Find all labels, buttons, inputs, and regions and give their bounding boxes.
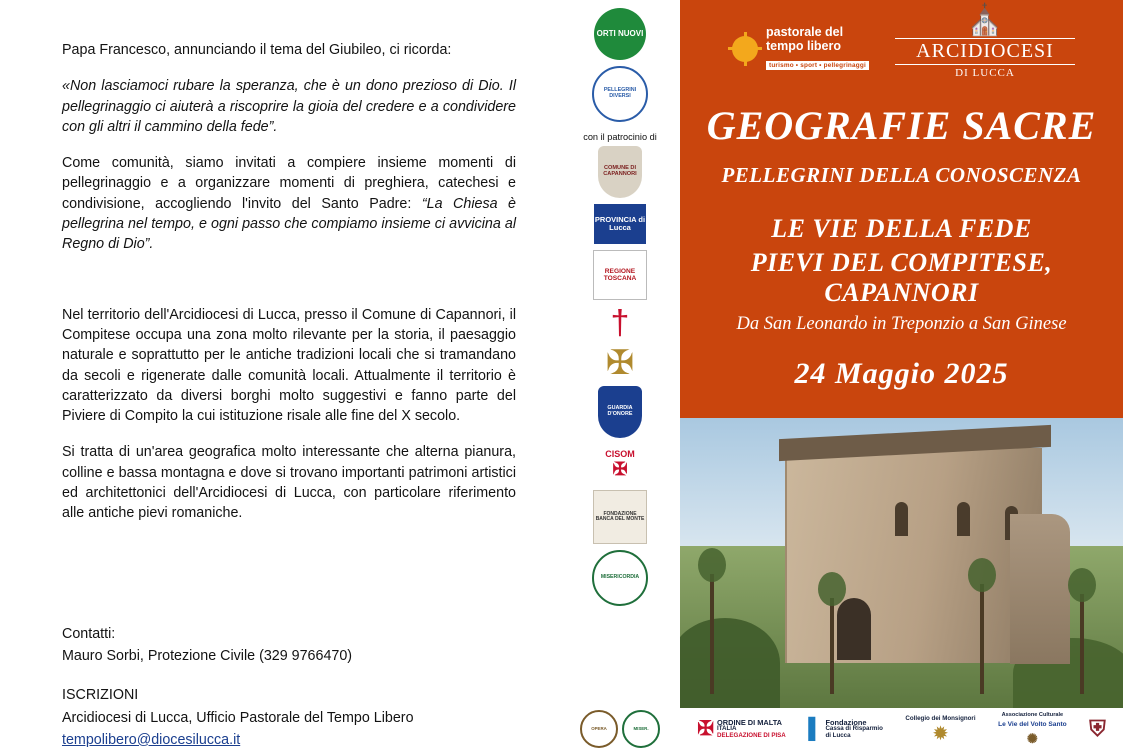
paragraph-geography: Si tratta di un'area geografica molto interessante che alterna pianura, colline e bassa montagna e dove si trovano importanti patrimoni artistici ed architettonici dell'Arcidiocesi di Lucca, con particolare riferimento alle antiche pievi romaniche. bbox=[62, 444, 516, 522]
sponsor-line3: DELEGAZIONE DI PISA bbox=[717, 731, 786, 739]
provincia-lucca-icon bbox=[594, 204, 646, 244]
paragraph-intro: Papa Francesco, annunciando il tema del Giubileo, ci ricorda: bbox=[62, 42, 452, 58]
confraternita-icon: OPERA bbox=[580, 710, 618, 748]
title-subtitle-3: PIEVI DEL COMPITESE, CAPANNORI bbox=[750, 248, 1053, 307]
pastorale-line1: pastorale del bbox=[766, 25, 844, 39]
jerusalem-cross-icon: † bbox=[610, 304, 630, 342]
church-photo bbox=[680, 418, 1123, 708]
sponsor-ordine-di-malta bbox=[697, 719, 786, 740]
sponsor-line1: Collegio dei Monsignori bbox=[905, 714, 976, 722]
bottom-sponsor-strip bbox=[680, 708, 1123, 750]
iscrizioni-email-wrap bbox=[62, 730, 516, 750]
title-main: GEOGRAFIE SACRE bbox=[706, 103, 1097, 148]
misericordia-label: MISERICORDIA bbox=[600, 574, 640, 581]
equestrian-cross-icon: ✠ bbox=[605, 344, 635, 382]
sponsor-stemma-finale bbox=[1089, 718, 1106, 740]
title-subtitle-4: Da San Leonardo in Treponzio a San Ginese bbox=[736, 314, 1067, 334]
photo-tree bbox=[1080, 594, 1084, 694]
logo-santo-sepolcro bbox=[591, 306, 649, 340]
malta-cross-icon: ✠ bbox=[612, 458, 628, 479]
sponsor-line1: ORDINE DI MALTA bbox=[717, 717, 783, 727]
spacer bbox=[62, 668, 516, 685]
pastorale-text-block bbox=[766, 26, 869, 72]
pastorale-line2: tempo libero bbox=[766, 38, 842, 53]
left-text-panel bbox=[0, 0, 560, 750]
logo-misericordia bbox=[591, 550, 649, 606]
arcidiocesi-lucca-logo bbox=[895, 6, 1075, 79]
photo-church-body bbox=[785, 448, 1042, 663]
fondazione-banca-monte-label: FONDAZIONE BANCA DEL MONTE bbox=[595, 510, 645, 522]
photo-window bbox=[895, 502, 908, 536]
logo-fondazione-banca-monte bbox=[591, 490, 649, 544]
guardia-onore-label: GUARDIA D'ONORE bbox=[607, 405, 633, 417]
logo-guardia-onore bbox=[591, 386, 649, 438]
pastorale-tempo-libero-logo bbox=[732, 26, 869, 72]
comune-capannori-icon bbox=[598, 146, 642, 198]
sponsor-line1: Associazione Culturale bbox=[1001, 712, 1064, 719]
photo-bush bbox=[680, 618, 780, 708]
cisom-label: CISOM bbox=[605, 449, 635, 460]
fondazione-banca-monte-icon bbox=[593, 490, 647, 544]
title-subtitle-1: PELLEGRINI DELLA CONOSCENZA bbox=[721, 163, 1082, 187]
paragraph-territory: Nel territorio dell'Arcidiocesi di Lucca, presso il Comune di Capannori, il Compitese occupa una zona molto rilevante per la storia, il paesaggio naturale e soprattutto per le antiche tradizioni locali che si tramandano da secoli e rigenerate dalle comunità locali. Attualmente il territorio è caratterizzato da diversi borghi molto suggestivi e fanno parte del Piviere di Compito la cui istituzione risale alle fine del X secolo. bbox=[62, 306, 516, 425]
orti-nuovi-label: ORTI NUOVI bbox=[596, 28, 644, 38]
spacer bbox=[62, 271, 516, 305]
comune-capannori-label: COMUNE DI CAPANNORI bbox=[603, 165, 637, 177]
arcidiocesi-name: ARCIDIOCESI bbox=[895, 38, 1075, 65]
email-link[interactable]: tempolibero@diocesilucca.it bbox=[62, 731, 241, 748]
logo-comune-capannori bbox=[591, 146, 649, 198]
event-date: 24 Maggio 2025 bbox=[794, 357, 1009, 390]
sponsor-line2: ITALIA bbox=[717, 725, 737, 733]
photo-tree bbox=[710, 574, 714, 694]
sponsor-line2: Le Vie del Volto Santo bbox=[998, 720, 1067, 728]
logo-provincia-lucca bbox=[591, 204, 649, 244]
sponsor-fondazione-crl bbox=[808, 719, 883, 740]
paragraph-community-quote: “La Chiesa è pellegrina nel tempo, e ogni passo che compiamo insieme ci avvicina al Regno di Dio”. bbox=[62, 195, 517, 253]
misericordia-small-icon: MISER. bbox=[622, 710, 660, 748]
paragraph-community bbox=[62, 153, 516, 254]
sun-icon bbox=[732, 36, 758, 62]
logo-orti-nuovi bbox=[591, 8, 649, 60]
logo-regione-toscana bbox=[591, 250, 649, 300]
provincia-lucca-label: PROVINCIA di Lucca bbox=[594, 214, 646, 232]
paragraph-community-a: Come comunità, siamo invitati a compiere insieme momenti di pellegrinaggio e a organizzare momenti di preghiera, catechesi e condivisione, accogliendo l'invito del Santo Padre: bbox=[62, 155, 516, 212]
shield-icon: ⛨ bbox=[1089, 716, 1106, 741]
malta-cross-icon: ✠ bbox=[697, 717, 715, 740]
sponsor-line2: Cassa di Risparmio bbox=[825, 725, 883, 733]
contacts-line: Mauro Sorbi, Protezione Civile (329 9766470) bbox=[62, 647, 353, 664]
logo-ordine-equestre bbox=[591, 346, 649, 380]
misericordia-icon bbox=[592, 550, 648, 606]
top-logos-row bbox=[680, 0, 1123, 96]
bottom-left-logos bbox=[560, 708, 680, 750]
bookmark-icon: ▌ bbox=[808, 717, 823, 740]
paragraph-pope-quote: «Non lasciamoci rubare la speranza, che è un dono prezioso di Dio. Il pellegrinaggio ci aiuterà a riscoprire la gioia del credere e a condividere con gli altri il cammino della fede”. bbox=[62, 78, 516, 135]
volto-santo-icon: ✺ bbox=[1026, 730, 1038, 746]
right-cover-panel bbox=[680, 0, 1123, 750]
logo-pellegrini-diversi bbox=[591, 66, 649, 122]
regione-toscana-label: REGIONE TOSCANA bbox=[603, 267, 637, 282]
cover-titles bbox=[680, 96, 1123, 391]
sponsor-line1: Fondazione bbox=[825, 717, 867, 727]
sponsor-logo-column bbox=[560, 0, 680, 750]
crest-icon: ⛪ bbox=[966, 4, 1004, 37]
iscrizioni-line: Arcidiocesi di Lucca, Ufficio Pastorale del Tempo Libero bbox=[62, 709, 414, 726]
photo-tree bbox=[830, 598, 834, 694]
contacts-title: Contatti: bbox=[62, 625, 116, 642]
regione-toscana-icon bbox=[593, 250, 647, 300]
arcidiocesi-sub: DI LUCCA bbox=[955, 67, 1015, 79]
photo-church-apse bbox=[1010, 514, 1070, 664]
photo-tree bbox=[980, 584, 984, 694]
logo-cisom bbox=[591, 444, 649, 484]
sponsor-text bbox=[717, 719, 786, 740]
photo-door bbox=[837, 598, 871, 660]
guardia-onore-icon bbox=[598, 386, 642, 438]
contacts-block bbox=[62, 624, 516, 750]
sponsor-collegio-monsignori bbox=[905, 716, 975, 743]
iscrizioni-title: ISCRIZIONI bbox=[62, 687, 139, 704]
pellegrini-diversi-label: PELLEGRINI DIVERSI bbox=[603, 87, 637, 99]
spacer bbox=[62, 540, 516, 624]
sponsor-text bbox=[825, 719, 882, 740]
cisom-icon bbox=[594, 444, 646, 484]
pastorale-subtitle: turismo • sport • pellegrinaggi bbox=[766, 61, 869, 70]
sponsor-vie-volto-santo bbox=[998, 713, 1067, 745]
photo-window bbox=[957, 502, 970, 536]
patronage-label: con il patrocinio di bbox=[583, 132, 657, 142]
orti-nuovi-icon bbox=[594, 8, 646, 60]
seal-icon: ✹ bbox=[933, 724, 948, 744]
pellegrini-diversi-icon bbox=[592, 66, 648, 122]
title-subtitle-2: LE VIE DELLA FEDE bbox=[771, 214, 1032, 243]
sponsor-line3: di Lucca bbox=[825, 731, 851, 739]
